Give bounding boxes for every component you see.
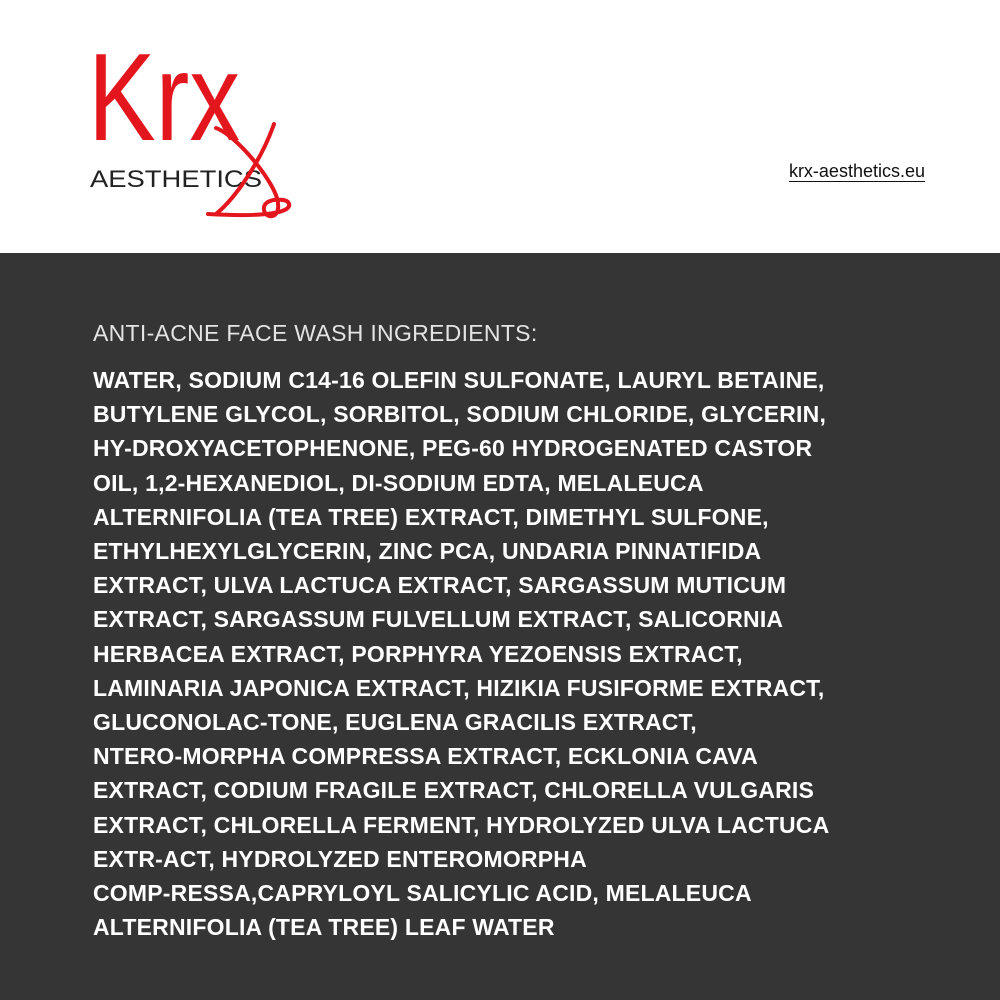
ingredient-line: EXTRACT, CHLORELLA FERMENT, HYDROLYZED ULVA LACTUCA [93, 811, 830, 838]
ingredient-line: EXTRACT, ULVA LACTUCA EXTRACT, SARGASSUM MUTICUM [93, 572, 787, 599]
ingredients-panel [0, 253, 1000, 1000]
logo-tagline: AESTHETICS [90, 166, 262, 193]
ingredient-line: HERBACEA EXTRACT, PORPHYRA YEZOENSIS EXTRACT, [93, 640, 743, 667]
ingredient-line: OIL, 1,2-HEXANEDIOL, DI-SODIUM EDTA, MELALEUCA [93, 469, 704, 496]
website-link[interactable]: krx-aesthetics.eu [788, 161, 925, 181]
ingredient-line: WATER, SODIUM C14-16 OLEFIN SULFONATE, LAURYL BETAINE, [93, 367, 825, 393]
ingredients-list [93, 363, 923, 944]
ingredient-line: EXTRACT, SARGASSUM FULVELLUM EXTRACT, SALICORNIA [93, 606, 784, 633]
ingredient-line: EXTR-ACT, HYDROLYZED ENTEROMORPHA [93, 845, 587, 872]
ingredient-line: ALTERNIFOLIA (TEA TREE) EXTRACT, DIMETHYL SULFONE, [93, 503, 769, 530]
ingredient-line: BUTYLENE GLYCOL, SORBITOL, SODIUM CHLORIDE, GLYCERIN, [93, 401, 827, 428]
header [0, 0, 1000, 253]
ingredient-line: ALTERNIFOLIA (TEA TREE) LEAF WATER [93, 914, 555, 941]
ingredient-line: HY-DROXYACETOPHENONE, PEG-60 HYDROGENATED CASTOR [93, 435, 813, 462]
ingredient-line: COMP-RESSA,CAPRYLOYL SALICYLIC ACID, MELALEUCA [93, 880, 752, 907]
krx-aesthetics-logo [88, 36, 298, 221]
ingredient-line: LAMINARIA JAPONICA EXTRACT, HIZIKIA FUSIFORME EXTRACT, [93, 674, 825, 701]
ingredient-line: EXTRACT, CODIUM FRAGILE EXTRACT, CHLORELLA VULGARIS [93, 777, 815, 804]
ingredients-heading: ANTI-ACNE FACE WASH INGREDIENTS: [93, 320, 538, 346]
ingredient-line: ETHYLHEXYLGLYCERIN, ZINC PCA, UNDARIA PINNATIFIDA [93, 538, 762, 565]
ingredient-line: GLUCONOLAC-TONE, EUGLENA GRACILIS EXTRACT, [93, 709, 697, 736]
logo-word: Krx [88, 36, 240, 167]
ingredient-line: NTERO-MORPHA COMPRESSA EXTRACT, ECKLONIA CAVA [93, 743, 758, 770]
